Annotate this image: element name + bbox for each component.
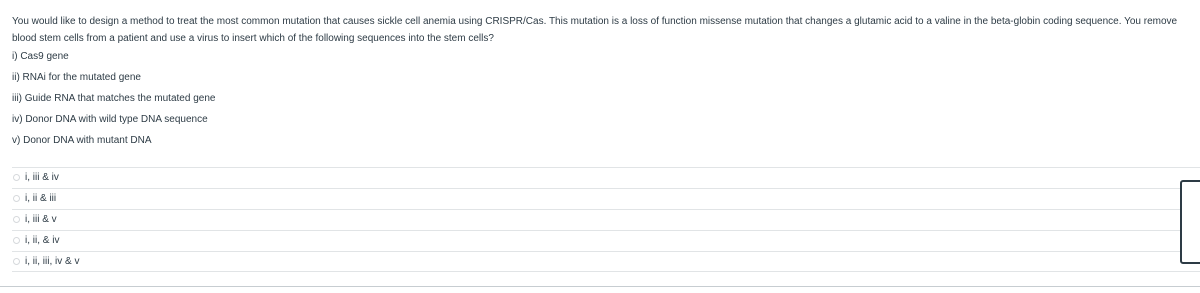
answer-label: i, ii & iii xyxy=(25,193,57,204)
radio-button[interactable] xyxy=(13,258,20,265)
answer-option-3[interactable] xyxy=(12,209,1200,230)
statement-item: iii) Guide RNA that matches the mutated gene xyxy=(12,93,216,104)
statement-item: v) Donor DNA with mutant DNA xyxy=(12,135,152,146)
radio-button[interactable] xyxy=(13,237,20,244)
answer-option-2[interactable] xyxy=(12,188,1200,209)
question-prompt: You would like to design a method to treat the most common mutation that causes sickle cell anemia using CRISPR/Cas. This mutation is a loss of function missense mutation that changes a glutamic acid to a valine in the beta-globin coding sequence. You remove blood stem cells from a patient and use a virus to insert which of the following sequences into the stem cells? xyxy=(12,16,1178,44)
answer-option-5[interactable] xyxy=(12,251,1200,272)
answer-label: i, iii & iv xyxy=(25,172,59,183)
answer-label: i, ii, iii, iv & v xyxy=(25,256,80,267)
answer-label: i, iii & v xyxy=(25,214,57,225)
radio-button[interactable] xyxy=(13,195,20,202)
answer-option-4[interactable] xyxy=(12,230,1200,251)
statement-list xyxy=(12,50,215,155)
answer-list xyxy=(12,167,1200,272)
divider xyxy=(0,286,1200,287)
statement-item: iv) Donor DNA with wild type DNA sequence xyxy=(12,114,208,125)
side-panel-tab[interactable] xyxy=(1180,180,1200,264)
statement-item: i) Cas9 gene xyxy=(12,51,69,62)
statement-item: ii) RNAi for the mutated gene xyxy=(12,72,141,83)
radio-button[interactable] xyxy=(13,174,20,181)
answer-option-1[interactable] xyxy=(12,167,1200,188)
radio-button[interactable] xyxy=(13,216,20,223)
answer-label: i, ii, & iv xyxy=(25,235,60,246)
